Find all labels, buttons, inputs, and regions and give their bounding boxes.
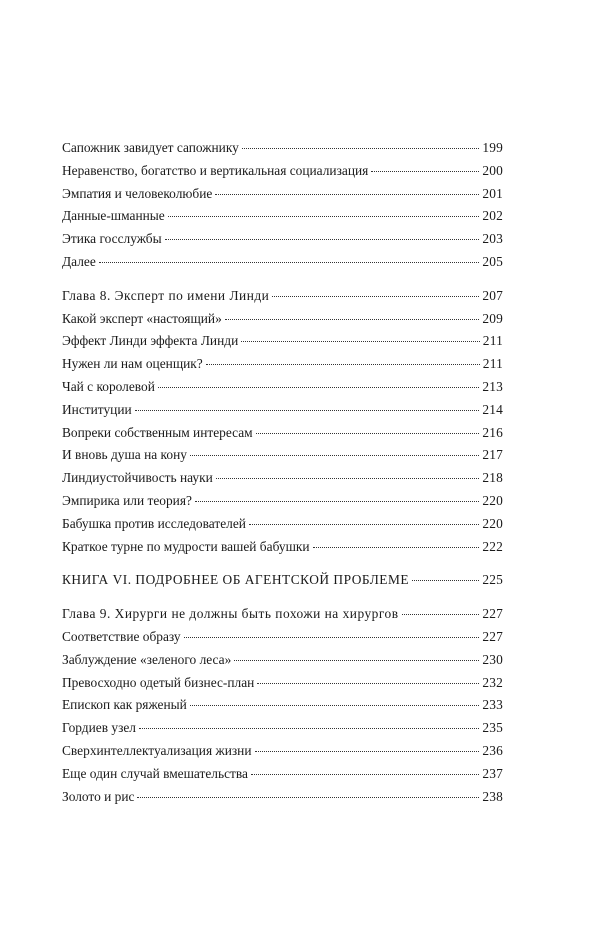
- toc-entry-title: Эффект Линди эффекта Линди: [62, 333, 239, 349]
- toc-entry-title: Глава 9. Хирурги не должны быть похожи на хирургов: [62, 606, 399, 622]
- toc-entry-page-number: 233: [482, 697, 503, 713]
- toc-entry-page-number: 230: [482, 651, 503, 667]
- toc-entry[interactable]: [62, 376, 503, 399]
- toc-entry-page-number: 202: [482, 208, 503, 224]
- toc-entry-page-number: 227: [482, 606, 503, 622]
- toc-entry-title: Глава 8. Эксперт по имени Линди: [62, 287, 270, 303]
- section-gap: [62, 558, 503, 569]
- dot-leader: [190, 705, 480, 706]
- toc-entry-title: КНИГА VI. ПОДРОБНЕЕ ОБ АГЕНТСКОЙ ПРОБЛЕМЕ: [62, 572, 410, 588]
- toc-entry-page-number: 207: [482, 287, 503, 303]
- toc-entry-page-number: 209: [482, 310, 503, 326]
- toc-entry[interactable]: [62, 160, 503, 183]
- toc-entry-page-number: 220: [482, 492, 503, 508]
- toc-entry-title: Заблуждение «зеленого леса»: [62, 651, 232, 667]
- dot-leader: [256, 433, 480, 434]
- toc-entry-page-number: 205: [482, 253, 503, 269]
- toc-entry-page-number: 227: [482, 628, 503, 644]
- toc-entry-page-number: 218: [482, 470, 503, 486]
- dot-leader: [137, 797, 479, 798]
- dot-leader: [216, 478, 480, 479]
- toc-entry-title: Данные-шманные: [62, 208, 165, 224]
- dot-leader: [225, 319, 480, 320]
- toc-entry[interactable]: [62, 763, 503, 786]
- toc-entry-page-number: 200: [482, 162, 503, 178]
- dot-leader: [412, 580, 479, 581]
- section-gap: [62, 592, 503, 603]
- toc-entry[interactable]: [62, 467, 503, 490]
- toc-entry-page-number: 201: [482, 185, 503, 201]
- dot-leader: [402, 614, 480, 615]
- toc-entry[interactable]: [62, 399, 503, 422]
- toc-entry-page-number: 214: [482, 401, 503, 417]
- toc-entry[interactable]: [62, 251, 503, 274]
- toc-entry-title: Институции: [62, 401, 132, 417]
- toc-entry-title: Эмпатия и человеколюбие: [62, 185, 213, 201]
- toc-entry[interactable]: [62, 183, 503, 206]
- dot-leader: [99, 262, 480, 263]
- toc-entry[interactable]: [62, 137, 503, 160]
- toc-entry-title: Краткое турне по мудрости вашей бабушки: [62, 538, 310, 554]
- dot-leader: [139, 728, 479, 729]
- dot-leader: [249, 524, 479, 525]
- toc-entry-title: Этика госслужбы: [62, 231, 162, 247]
- dot-leader: [242, 148, 479, 149]
- toc-entry-page-number: 238: [482, 788, 503, 804]
- toc-entry[interactable]: [62, 353, 503, 376]
- dot-leader: [195, 501, 479, 502]
- toc-entry-title: Превосходно одетый бизнес-план: [62, 674, 255, 690]
- toc-entry-page-number: 213: [482, 378, 503, 394]
- toc-entry-title: Соответствие образу: [62, 628, 181, 644]
- toc-entry-page-number: 199: [482, 140, 503, 155]
- dot-leader: [165, 239, 480, 240]
- dot-leader: [158, 387, 479, 388]
- toc-entry-page-number: 225: [482, 572, 503, 588]
- toc-entry[interactable]: [62, 694, 503, 717]
- toc-entry-page-number: 222: [482, 538, 503, 554]
- toc-entry-title: Чай с королевой: [62, 378, 155, 394]
- toc-entry-title: Линдиустойчивость науки: [62, 470, 213, 486]
- dot-leader: [206, 364, 480, 365]
- toc-entry[interactable]: [62, 536, 503, 559]
- dot-leader: [241, 341, 480, 342]
- dot-leader: [168, 216, 480, 217]
- toc-entry-page-number: 211: [482, 356, 503, 372]
- toc-entry[interactable]: [62, 490, 503, 513]
- toc-heading-entry[interactable]: [62, 285, 503, 308]
- toc-entry-page-number: 232: [482, 674, 503, 690]
- toc-entry[interactable]: [62, 308, 503, 331]
- toc-entry-title: Сверхинтеллектуализация жизни: [62, 742, 252, 758]
- section-gap: [62, 274, 503, 285]
- toc-entry-title: Неравенство, богатство и вертикальная социализация: [62, 162, 369, 178]
- toc-entry-title: Сапожник завидует сапожнику: [62, 140, 239, 155]
- dot-leader: [313, 547, 480, 548]
- dot-leader: [272, 296, 479, 297]
- toc-entry[interactable]: [62, 422, 503, 445]
- toc-entry-page-number: 236: [482, 742, 503, 758]
- toc-entry-title: Нужен ли нам оценщик?: [62, 356, 203, 372]
- toc-entry-title: Бабушка против исследователей: [62, 515, 246, 531]
- toc-entry-title: Далее: [62, 253, 96, 269]
- toc-entry[interactable]: [62, 672, 503, 695]
- dot-leader: [251, 774, 479, 775]
- toc-entry[interactable]: [62, 513, 503, 536]
- toc-entry-page-number: 211: [482, 333, 503, 349]
- toc-entry-title: Эмпирика или теория?: [62, 492, 192, 508]
- toc-heading-entry[interactable]: [62, 569, 503, 592]
- table-of-contents: [62, 137, 503, 808]
- toc-entry-title: Епископ как ряженый: [62, 697, 187, 713]
- dot-leader: [234, 660, 479, 661]
- dot-leader: [135, 410, 480, 411]
- dot-leader: [215, 194, 479, 195]
- dot-leader: [257, 683, 479, 684]
- toc-entry[interactable]: [62, 786, 503, 809]
- toc-entry[interactable]: [62, 205, 503, 228]
- toc-entry[interactable]: [62, 649, 503, 672]
- toc-entry[interactable]: [62, 444, 503, 467]
- dot-leader: [184, 637, 480, 638]
- toc-entry-page-number: 220: [482, 515, 503, 531]
- toc-entry[interactable]: [62, 228, 503, 251]
- toc-entry[interactable]: [62, 330, 503, 353]
- toc-entry-page-number: 217: [482, 447, 503, 463]
- dot-leader: [255, 751, 480, 752]
- toc-entry-title: Еще один случай вмешательства: [62, 765, 248, 781]
- toc-entry[interactable]: [62, 740, 503, 763]
- toc-entry[interactable]: [62, 717, 503, 740]
- toc-entry-title: Какой эксперт «настоящий»: [62, 310, 222, 326]
- toc-entry-title: Вопреки собственным интересам: [62, 424, 253, 440]
- toc-heading-entry[interactable]: [62, 603, 503, 626]
- toc-entry-title: Золото и рис: [62, 788, 135, 804]
- toc-entry-page-number: 216: [482, 424, 503, 440]
- toc-entry[interactable]: [62, 626, 503, 649]
- toc-entry-title: И вновь душа на кону: [62, 447, 187, 463]
- toc-entry-title: Гордиев узел: [62, 720, 136, 736]
- toc-entry-page-number: 235: [482, 720, 503, 736]
- dot-leader: [371, 171, 479, 172]
- toc-entry-page-number: 237: [482, 765, 503, 781]
- toc-entry-page-number: 203: [482, 231, 503, 247]
- dot-leader: [190, 455, 479, 456]
